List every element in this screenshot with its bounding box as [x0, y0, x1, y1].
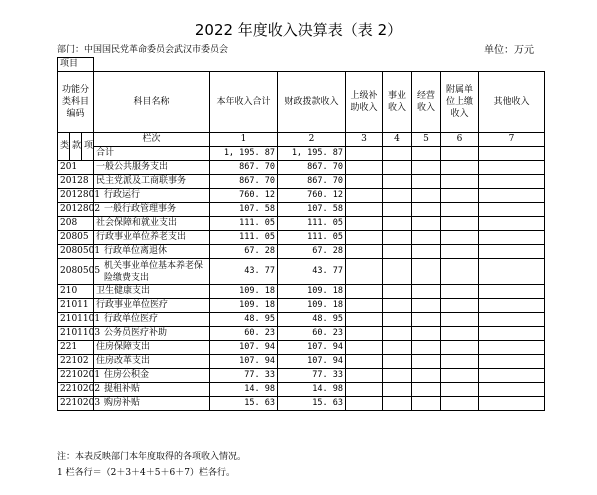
- row-col6: [441, 313, 479, 327]
- row-col2: 107. 94: [278, 341, 346, 355]
- row-code: 201: [58, 161, 94, 175]
- col4-header: 事业收入: [383, 72, 412, 133]
- row-col4: [383, 259, 412, 285]
- row-col2: 107. 94: [278, 355, 346, 369]
- row-col5: [412, 299, 441, 313]
- row-col2: 60. 23: [278, 327, 346, 341]
- row-name: 提租补贴: [94, 383, 210, 397]
- row-name: 公务员医疗补助: [94, 327, 210, 341]
- row-col7: [479, 355, 545, 369]
- col5-number: 5: [412, 133, 441, 147]
- row-col7: [479, 341, 545, 355]
- row-col4: [383, 313, 412, 327]
- row-col6: [441, 217, 479, 231]
- row-col3: [346, 313, 383, 327]
- xiang-header: 项: [82, 133, 94, 161]
- total-label: 合计: [94, 147, 210, 161]
- row-code: 2210201: [58, 369, 94, 383]
- row-col3: [346, 397, 383, 411]
- row-col7: [479, 285, 545, 299]
- row-col1: 109. 18: [210, 299, 278, 313]
- row-col5: [412, 259, 441, 285]
- row-col3: [346, 383, 383, 397]
- row-col5: [412, 161, 441, 175]
- table-row: [58, 299, 545, 313]
- header-row-lanci: [58, 133, 545, 147]
- row-col2: 111. 05: [278, 217, 346, 231]
- table-row: [58, 355, 545, 369]
- table-row: [58, 175, 545, 189]
- row-col3: [346, 231, 383, 245]
- project-header: 项目: [58, 58, 94, 72]
- report-title: 2022 年度收入决算表（表 2）: [194, 21, 403, 39]
- row-code: 20128: [58, 175, 94, 189]
- row-code: 22102: [58, 355, 94, 369]
- row-name: 行政事业单位医疗: [94, 299, 210, 313]
- row-col7: [479, 217, 545, 231]
- row-name: 住房保障支出: [94, 341, 210, 355]
- row-col4: [383, 231, 412, 245]
- department-label: 部门：中国国民党革命委员会武汉市委员会: [57, 45, 229, 55]
- row-col2: 867. 70: [278, 175, 346, 189]
- lanci-label: 栏次: [94, 133, 210, 147]
- func-code-header: 功能分类科目编码: [58, 72, 94, 133]
- row-col2: 867. 70: [278, 161, 346, 175]
- table-row: [58, 313, 545, 327]
- row-col7: [479, 203, 545, 217]
- table-row: [58, 161, 545, 175]
- row-name: 机关事业单位基本养老保险缴费支出: [94, 259, 210, 285]
- col3-header: 上级补助收入: [346, 72, 383, 133]
- row-col3: [346, 259, 383, 285]
- row-col5: [412, 245, 441, 259]
- row-col5: [412, 397, 441, 411]
- table-row: [58, 217, 545, 231]
- row-col4: [383, 397, 412, 411]
- row-col3: [346, 355, 383, 369]
- row-col1: 111. 05: [210, 231, 278, 245]
- row-code: 208: [58, 217, 94, 231]
- row-code: 20805: [58, 231, 94, 245]
- row-col7: [479, 397, 545, 411]
- row-col6: [441, 189, 479, 203]
- row-col4: [383, 285, 412, 299]
- row-col1: 111. 05: [210, 217, 278, 231]
- row-col4: [383, 383, 412, 397]
- row-col4: [383, 161, 412, 175]
- table-row: [58, 285, 545, 299]
- row-col2: 107. 58: [278, 203, 346, 217]
- table-row: [58, 203, 545, 217]
- table-row: [58, 231, 545, 245]
- row-col1: 107. 94: [210, 355, 278, 369]
- subject-name-header: 科目名称: [94, 72, 210, 133]
- row-name: 购房补贴: [94, 397, 210, 411]
- row-col1: 48. 95: [210, 313, 278, 327]
- row-code: 2080501: [58, 245, 94, 259]
- row-code: 2210203: [58, 397, 94, 411]
- row-col3: [346, 217, 383, 231]
- row-col3: [346, 369, 383, 383]
- row-name: 社会保障和就业支出: [94, 217, 210, 231]
- row-code: 2080505: [58, 259, 94, 285]
- row-col3: [346, 189, 383, 203]
- row-col3: [346, 341, 383, 355]
- row-col5: [412, 341, 441, 355]
- row-col5: [412, 175, 441, 189]
- row-col6: [441, 285, 479, 299]
- row-code: 2210202: [58, 383, 94, 397]
- table-row: [58, 327, 545, 341]
- row-col1: 867. 70: [210, 161, 278, 175]
- row-col4: [383, 369, 412, 383]
- footnote: 1 栏各行＝（2＋3＋4＋5＋6＋7）栏各行。: [57, 468, 235, 478]
- row-code: 2101101: [58, 313, 94, 327]
- row-col7: [479, 313, 545, 327]
- row-col7: [479, 299, 545, 313]
- col2-number: 2: [278, 133, 346, 147]
- table-row: [58, 189, 545, 203]
- row-col6: [441, 327, 479, 341]
- row-col4: [383, 355, 412, 369]
- row-col6: [441, 383, 479, 397]
- row-col7: [479, 369, 545, 383]
- row-col7: [479, 327, 545, 341]
- row-col6: [441, 203, 479, 217]
- row-col7: [479, 189, 545, 203]
- row-col1: 43. 77: [210, 259, 278, 285]
- row-col6: [441, 231, 479, 245]
- row-col3: [346, 327, 383, 341]
- row-name: 民主党派及工商联事务: [94, 175, 210, 189]
- row-col1: 107. 58: [210, 203, 278, 217]
- row-col5: [412, 217, 441, 231]
- row-col6: [441, 355, 479, 369]
- row-col2: 77. 33: [278, 369, 346, 383]
- row-name: 一般行政管理事务: [94, 203, 210, 217]
- row-col3: [346, 203, 383, 217]
- row-col2: 43. 77: [278, 259, 346, 285]
- row-name: 行政运行: [94, 189, 210, 203]
- col2-header: 财政拨款收入: [278, 72, 346, 133]
- income-table: [57, 57, 545, 411]
- total-col2: 1, 195. 87: [278, 147, 346, 161]
- row-name: 一般公共服务支出: [94, 161, 210, 175]
- row-col7: [479, 259, 545, 285]
- row-col5: [412, 189, 441, 203]
- row-col2: 760. 12: [278, 189, 346, 203]
- row-col7: [479, 161, 545, 175]
- row-col4: [383, 203, 412, 217]
- col1-header: 本年收入合计: [210, 72, 278, 133]
- row-col2: 109. 18: [278, 285, 346, 299]
- table-row: [58, 259, 545, 285]
- table-row: [58, 397, 545, 411]
- header-row-main: [58, 72, 545, 133]
- row-col3: [346, 299, 383, 313]
- table-row: [58, 341, 545, 355]
- col3-number: 3: [346, 133, 383, 147]
- row-col1: 760. 12: [210, 189, 278, 203]
- row-col4: [383, 217, 412, 231]
- row-col2: 14. 98: [278, 383, 346, 397]
- row-col5: [412, 383, 441, 397]
- row-name: 住房公积金: [94, 369, 210, 383]
- row-col1: 15. 63: [210, 397, 278, 411]
- row-code: 21011: [58, 299, 94, 313]
- row-col6: [441, 161, 479, 175]
- row-col5: [412, 285, 441, 299]
- row-col1: 109. 18: [210, 285, 278, 299]
- row-col3: [346, 245, 383, 259]
- row-col5: [412, 231, 441, 245]
- col1-number: 1: [210, 133, 278, 147]
- row-col6: [441, 341, 479, 355]
- row-col7: [479, 383, 545, 397]
- row-name: 行政单位医疗: [94, 313, 210, 327]
- row-code: 2012802: [58, 203, 94, 217]
- row-col3: [346, 285, 383, 299]
- row-col7: [479, 245, 545, 259]
- row-code: 2101103: [58, 327, 94, 341]
- row-col6: [441, 245, 479, 259]
- row-col2: 15. 63: [278, 397, 346, 411]
- col7-number: 7: [479, 133, 545, 147]
- row-col4: [383, 299, 412, 313]
- row-col2: 48. 95: [278, 313, 346, 327]
- col7-header: 其他收入: [479, 72, 545, 133]
- total-col1: 1, 195. 87: [210, 147, 278, 161]
- col6-header: 附属单位上缴收入: [441, 72, 479, 133]
- row-col6: [441, 299, 479, 313]
- row-col1: 867. 70: [210, 175, 278, 189]
- row-col5: [412, 313, 441, 327]
- row-col1: 67. 28: [210, 245, 278, 259]
- kuan-header: 款: [70, 133, 82, 161]
- header-row-project: [58, 58, 545, 72]
- table-row: [58, 245, 545, 259]
- row-col6: [441, 259, 479, 285]
- row-col1: 14. 98: [210, 383, 278, 397]
- row-col4: [383, 341, 412, 355]
- table-row: [58, 383, 545, 397]
- row-col6: [441, 369, 479, 383]
- lei-header: 类: [58, 133, 70, 161]
- row-col7: [479, 231, 545, 245]
- row-col4: [383, 327, 412, 341]
- row-col3: [346, 161, 383, 175]
- row-name: 行政事业单位养老支出: [94, 231, 210, 245]
- row-col5: [412, 369, 441, 383]
- row-col1: 77. 33: [210, 369, 278, 383]
- footnote: 注：本表反映部门本年度取得的各项收入情况。: [57, 452, 247, 462]
- unit-label: 单位：万元: [484, 45, 534, 56]
- row-col2: 67. 28: [278, 245, 346, 259]
- row-col3: [346, 175, 383, 189]
- row-col1: 60. 23: [210, 327, 278, 341]
- row-col4: [383, 175, 412, 189]
- row-code: 221: [58, 341, 94, 355]
- row-col2: 109. 18: [278, 299, 346, 313]
- col4-number: 4: [383, 133, 412, 147]
- table-row: [58, 369, 545, 383]
- row-col4: [383, 245, 412, 259]
- row-col5: [412, 355, 441, 369]
- row-name: 住房改革支出: [94, 355, 210, 369]
- row-code: 2012801: [58, 189, 94, 203]
- row-name: 行政单位离退休: [94, 245, 210, 259]
- row-name: 卫生健康支出: [94, 285, 210, 299]
- row-col5: [412, 203, 441, 217]
- row-col2: 111. 05: [278, 231, 346, 245]
- col6-number: 6: [441, 133, 479, 147]
- row-col4: [383, 189, 412, 203]
- row-col1: 107. 94: [210, 341, 278, 355]
- row-col7: [479, 175, 545, 189]
- row-code: 210: [58, 285, 94, 299]
- row-col5: [412, 327, 441, 341]
- row-col6: [441, 397, 479, 411]
- row-col6: [441, 175, 479, 189]
- col5-header: 经营收入: [412, 72, 441, 133]
- total-row: [58, 147, 545, 161]
